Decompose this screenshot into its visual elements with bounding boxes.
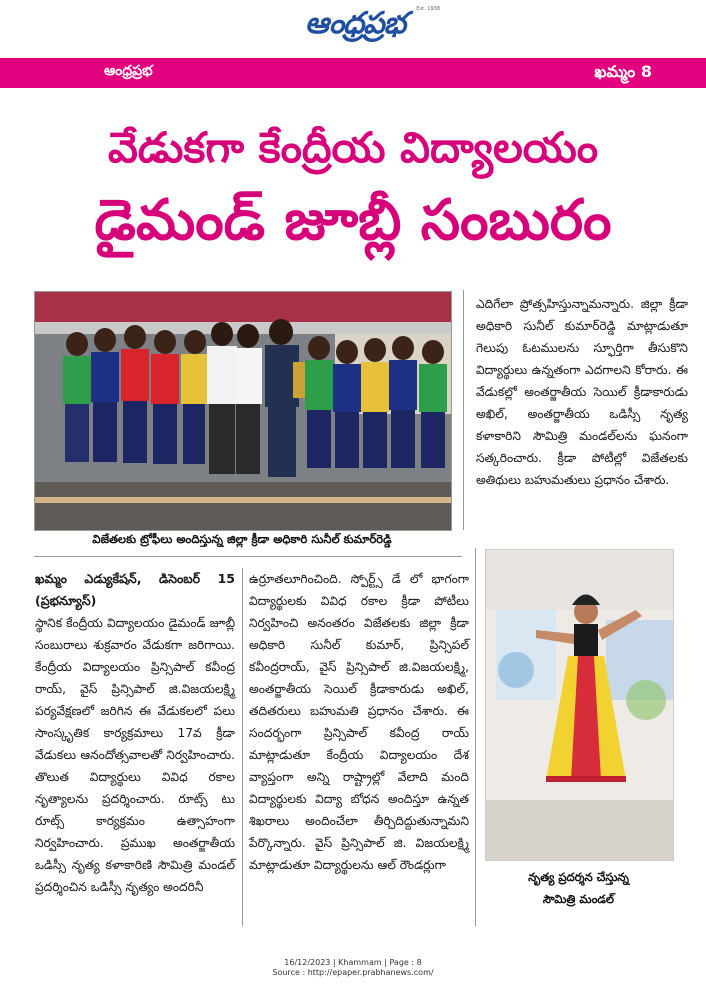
dance-caption-line-1: నృత్య ప్రదర్శన చేస్తున్న bbox=[528, 870, 629, 884]
trophy-presentation-photo bbox=[34, 291, 452, 531]
trophy-photo-illustration bbox=[35, 292, 451, 530]
article-text-col1: స్థానిక కేంద్రీయ విద్యాలయం డైమండ్ జూబ్లీ సంబురాలు శుక్రవారం వేడుకగా జరిగాయి. కేంద్రీయ విద్యాలయం ప్రిన్సిపాల్ కవీంద్ర రాయ్, వైస్ ప్రిన్సిపాల్ జి.విజయలక్ష్మి పర్యవేక్షణలో జరిగిన ఈ వేడుకలలో పలు సాంస్కృతిక కార్యక్రమాలు 17వ క్రీడా వేడుకలు ఆనందోత్సవాలతో నిర్వహించారు. తొలుత విద్యార్థులు వివిధ రకాల నృత్యాలను ప్రదర్శించారు. రూట్స్ టు రూట్స్ కార్యక్రమం ఉత్సాహంగా నిర్వహించారు. ప్రముఖ అంతర్జాతీయ ఒడిస్సీ నృత్య కళాకారిణి సౌమిత్రి మండల్ ప్రదర్శించిన ఒడిస్సీ నృత్యం అందరినీ bbox=[35, 616, 235, 894]
footer-source: Source : http://epaper.prabhanews.com/ bbox=[272, 968, 434, 977]
page-footer bbox=[0, 958, 706, 978]
article-text-col2: ఉర్రూతలూగించింది. స్పోర్ట్స్ డే లో భాగంగా విద్యార్థులకు వివిధ రకాల క్రీడా పోటీలు నిర్వహించి అనంతరం విజేతలకు జిల్లా క్రీడా అధికారి సునీల్ కుమార్, ప్రిన్సిపల్ కవీంద్రరాయ్, వైస్ ప్రిన్సిపాల్ జి.విజయలక్ష్మి, అంతర్జాతీయ సెయిల్ క్రీడాకారుడు అఖిల్, తదితరులు బహుమతి ప్రధానం చేశారు. ఈ సందర్భంగా ప్రిన్సిపాల్ కవీంద్ర రాయ్ మాట్లాడుతూ కేంద్రీయ విద్యాలయం దేశ వ్యాప్తంగా అన్ని రాష్ట్రాల్లో వేలాది మంది విద్యార్థులకు విద్యా బోధన అందిస్తూ ఉన్నత శిఖరాలు అందించేలా తీర్చిదిద్దుతున్నామని పేర్కొన్నారు. వైస్ ప్రిన్సిపాల్ జి. విజయలక్ష్మి మాట్లాడుతూ విద్యార్థులను ఆల్ రౌండర్లుగా bbox=[249, 572, 469, 872]
dance-photo-caption bbox=[485, 866, 672, 910]
headline-line-1: వేడుకగా కేంద్రీయ విద్యాలయం bbox=[107, 123, 599, 172]
article-column-1 bbox=[35, 568, 235, 898]
article-text-right: ఎదిగేలా ప్రోత్సహిస్తున్నామన్నారు. జిల్లా క్రీడా అధికారి సునీల్ కుమార్‌రెడ్డి మాట్లాడుతూ గెలుపు ఓటములను స్ఫూర్తిగా తీసుకొని విద్యార్థులు ఉన్నతంగా ఎదగాలని కోరారు. ఈ వేడుకల్లో అంతర్జాతీయ సెయిల్ క్రీడాకారుడు అఖిల్, అంతర్జాతీయ ఒడిస్సీ నృత్య కళాకారిని సౌమిత్రి మండల్‌లను ఘనంగా సత్కరించారు. క్రీడా పోటీల్లో విజేతలకు అతిథులు బహుమతులు ప్రధానం చేశారు. bbox=[476, 297, 688, 487]
masthead-title: ఆంధ్రప్రభ bbox=[304, 6, 406, 41]
dance-caption-line-2: సౌమిత్రి మండల్ bbox=[542, 892, 615, 906]
footer-date-page: 16/12/2023 | Khammam | Page : 8 bbox=[284, 958, 422, 967]
trophy-photo-caption: విజేతలకు ట్రోఫీలు అందిస్తున్న జిల్లా క్రీడా అధికారి సునీల్ కుమార్‌రెడ్డి bbox=[92, 532, 392, 546]
dance-photo-illustration bbox=[486, 550, 673, 860]
column-divider bbox=[475, 548, 476, 926]
headline-line-2: డైమండ్ జూబ్లీ సంబురం bbox=[94, 188, 612, 253]
page-header-bar bbox=[0, 58, 706, 88]
masthead-est: Est. 1938 bbox=[416, 6, 440, 12]
column-divider bbox=[242, 568, 243, 926]
odissi-dance-photo bbox=[485, 549, 674, 861]
page-header-edition: ఖమ్మం 8 bbox=[594, 62, 652, 81]
column-divider bbox=[463, 290, 464, 530]
page-header-paper-name: ఆంధ్రప్రభ bbox=[104, 63, 153, 79]
article-column-2 bbox=[249, 568, 469, 876]
article-column-right bbox=[476, 293, 688, 491]
section-divider bbox=[34, 556, 462, 557]
masthead-logo bbox=[270, 6, 440, 44]
article-dateline: ఖమ్మం ఎడ్యుకేషన్, డిసెంబర్ 15 (ప్రభన్యూస్) bbox=[35, 571, 235, 608]
